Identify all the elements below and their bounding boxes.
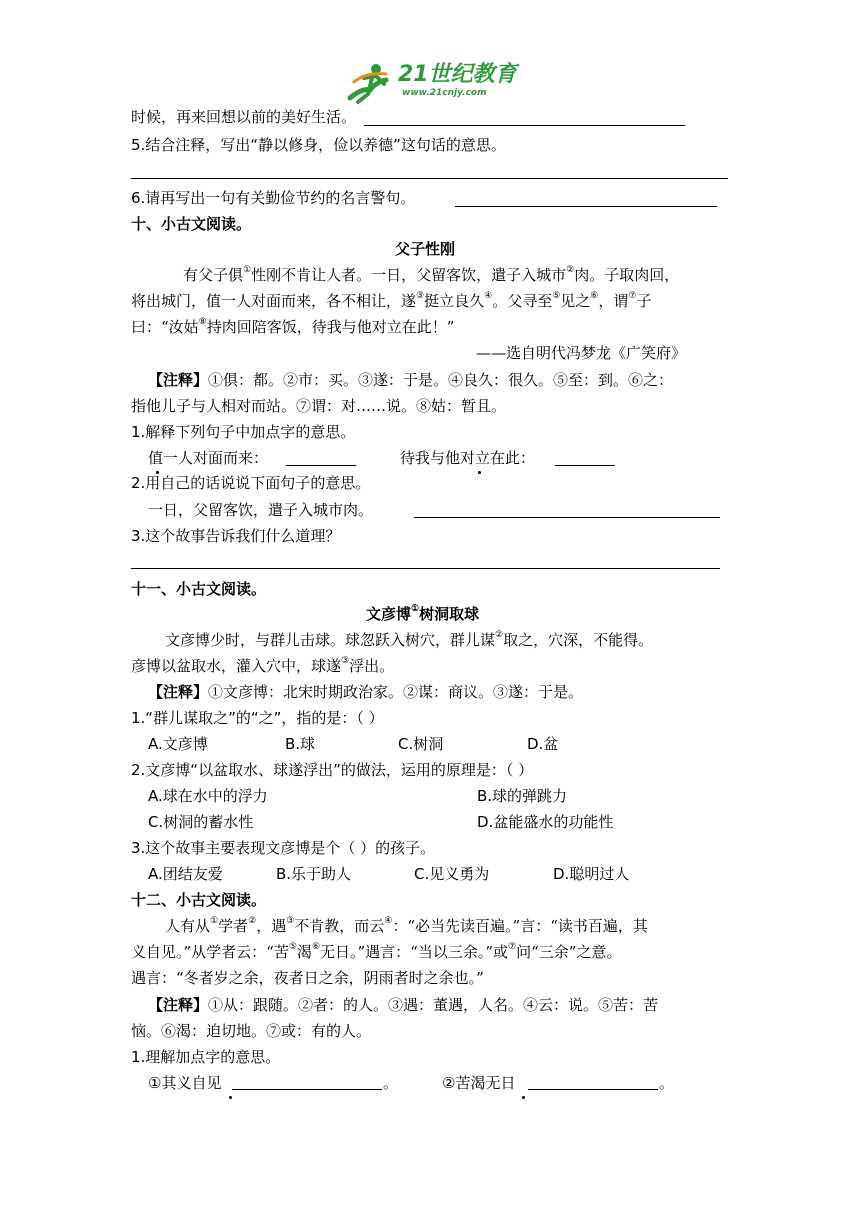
emphasis-dot	[522, 1096, 525, 1099]
passage-line: 将出城门，值一人对面而来，各不相让，遂③挺立良久④。父寻至⑤见之⑥，谓⑦子	[131, 291, 652, 310]
option[interactable]: C.见义勇为	[414, 865, 490, 883]
title-sup: ①	[411, 604, 420, 614]
sub-question: 一日，父留客饮，遣子入城市肉。	[148, 501, 374, 519]
passage-title: 父子性刚	[395, 240, 456, 258]
option[interactable]: A.团结友爱	[148, 865, 223, 883]
logo-url: www.21cnjy.com	[402, 88, 487, 98]
title-rest: 树洞取球	[419, 605, 480, 623]
question-2: 2.文彦博“以盆取水、球遂浮出”的做法，运用的原理是：（ ）	[131, 761, 534, 779]
sub-question: 待我与他对立在此：	[400, 449, 536, 467]
passage-title	[366, 602, 479, 626]
option[interactable]: D.盆	[527, 735, 559, 753]
notes: 指他儿子与人相对而站。⑦谓：对……说。⑧姑：暂且。	[131, 397, 507, 415]
notes-label: 【注释】	[148, 683, 209, 701]
section-heading: 十二、小古文阅读。	[131, 891, 267, 909]
passage-line: 人有从①学者②，遇③不肯教，而云④：“必当先读百遍。”言：“读书百遍，其	[165, 916, 648, 935]
option[interactable]: B.乐于助人	[276, 865, 352, 883]
notes	[148, 993, 658, 1017]
emphasis-dot	[229, 1096, 232, 1099]
answer-line[interactable]	[528, 1089, 658, 1090]
notes-text: ①俱：都。②市：买。③遂：于是。④良久：很久。⑤至：到。⑥之：	[208, 371, 674, 389]
question-3: 3.这个故事告诉我们什么道理？	[131, 527, 341, 545]
option[interactable]: B.球	[285, 735, 316, 753]
option[interactable]: C.树洞的蓄水性	[148, 813, 254, 831]
passage-source: ——选自明代冯梦龙《广笑府》	[476, 344, 687, 362]
answer-line[interactable]	[232, 1089, 382, 1090]
answer-line[interactable]	[455, 206, 717, 207]
notes	[148, 368, 673, 392]
option[interactable]: A.文彦博	[148, 735, 208, 753]
logo-brand: 21世纪教育	[398, 62, 517, 87]
option[interactable]: A.球在水中的浮力	[148, 787, 268, 805]
title-main: 文彦博	[366, 605, 412, 623]
section-heading: 十、小古文阅读。	[131, 215, 252, 233]
passage-line: 文彦博少时，与群儿击球。球忽跃入树穴，群儿谋②取之，穴深，不能得。	[165, 630, 654, 649]
answer-line[interactable]	[286, 465, 356, 466]
section-heading: 十一、小古文阅读。	[131, 580, 267, 598]
answer-line[interactable]	[555, 465, 615, 466]
answer-line[interactable]	[131, 178, 728, 179]
answer-line[interactable]	[414, 517, 720, 518]
option[interactable]: D.聪明过人	[553, 865, 630, 883]
option[interactable]: D.盆能盛水的功能性	[477, 813, 614, 831]
runner-icon	[346, 60, 396, 104]
notes-text: ①从：跟随。②者：的人。③遇：董遇，人名。④云：说。⑤苦：苦	[208, 996, 659, 1014]
period: 。	[383, 1074, 399, 1092]
question-2: 2.用自己的话说说下面句子的意思。	[131, 474, 371, 492]
notes: 恼。⑥渴：迫切地。⑦或：有的人。	[131, 1022, 372, 1040]
option[interactable]: B.球的弹跳力	[477, 787, 568, 805]
question-1: 1.“群儿谋取之”的“之”，指的是：（ ）	[131, 709, 384, 727]
notes	[148, 680, 583, 704]
sub-question: 值一人对面而来：	[148, 449, 269, 467]
notes-label: 【注释】	[148, 371, 209, 389]
passage-line: 彦博以盆取水，灌入穴中，球遂③浮出。	[131, 656, 395, 675]
sub-question: ①其义自见	[148, 1074, 222, 1092]
emphasis-dot	[478, 471, 481, 474]
question-1: 1.解释下列句子中加点字的意思。	[131, 423, 356, 441]
question-6: 6.请再写出一句有关勤俭节约的名言警句。	[131, 189, 416, 207]
passage-line: 有父子俱①性刚不肯让人者。一日，父留客饮，遣子入城市②肉。子取肉回，	[183, 265, 680, 284]
sub-question: ②苦渴无日	[442, 1074, 516, 1092]
text-line: 时候，再来回想以前的美好生活。	[131, 108, 357, 126]
question-5: 5.结合注释，写出“静以修身，俭以养德”这句话的意思。	[131, 136, 506, 154]
notes-text: ①文彦博：北宋时期政治家。②谋：商议。③遂：于是。	[208, 683, 584, 701]
option[interactable]: C.树洞	[398, 735, 444, 753]
question-1: 1.理解加点字的意思。	[131, 1048, 281, 1066]
answer-line[interactable]	[131, 568, 720, 569]
answer-line[interactable]	[364, 125, 685, 126]
notes-label: 【注释】	[148, 996, 209, 1014]
passage-line: 曰：“汝姑⑧持肉回陪客饭，待我与他对立在此！”	[131, 317, 455, 336]
period: 。	[659, 1074, 675, 1092]
logo	[346, 58, 516, 104]
passage-line: 义自见。”从学者云：“苦⑤渴⑥无日。”遇言：“当以三余。”或⑦问“三余”之意。	[131, 942, 622, 961]
passage-line: 遇言：“冬者岁之余，夜者日之余，阴雨者时之余也。”	[131, 969, 484, 987]
question-3: 3.这个故事主要表现文彦博是个（ ）的孩子。	[131, 839, 436, 857]
